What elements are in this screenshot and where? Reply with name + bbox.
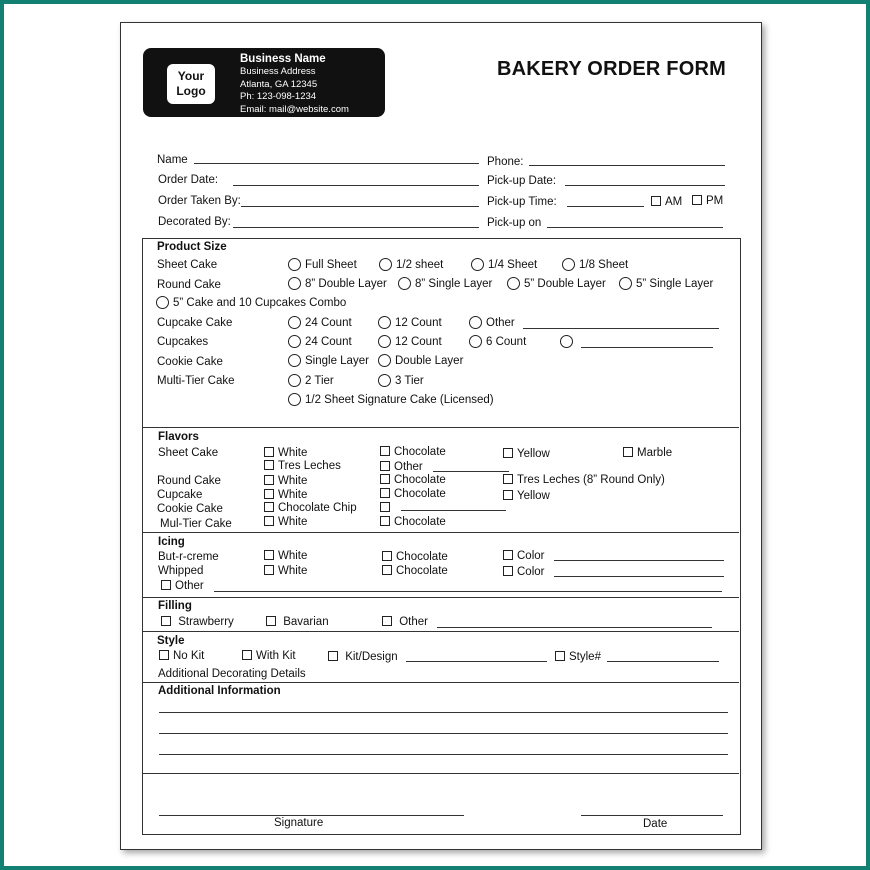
am-label: AM — [665, 196, 683, 208]
additional-decorating-label: Additional Decorating Details — [158, 668, 306, 680]
ic-wh-color[interactable] — [503, 566, 544, 578]
pickup-on-field[interactable] — [547, 227, 723, 228]
option-label: 1/4 Sheet — [488, 259, 538, 271]
business-city: Atlanta, GA 12345 — [240, 78, 318, 90]
checkbox[interactable] — [380, 446, 390, 456]
checkbox[interactable] — [380, 502, 390, 512]
option-label: 5” Single Layer — [636, 278, 714, 290]
option-8-single[interactable] — [398, 277, 492, 290]
option-label: Single Layer — [305, 355, 369, 367]
option-cu-24[interactable] — [288, 335, 352, 348]
ic-bc-chocolate[interactable] — [382, 551, 448, 563]
additional-info-line-3[interactable] — [159, 754, 728, 755]
option-label: 12 Count — [395, 317, 442, 329]
checkbox[interactable] — [623, 447, 633, 457]
cupcakes-label: Cupcakes — [157, 336, 209, 348]
option-label: White — [278, 489, 308, 501]
radio[interactable] — [471, 258, 484, 271]
checkbox[interactable] — [503, 550, 513, 560]
option-label: 5” Cake and 10 Cupcakes Combo — [173, 297, 347, 309]
pickup-on-label: Pick-up on — [487, 217, 542, 229]
fi-other-field[interactable] — [437, 627, 712, 628]
am-checkbox[interactable] — [651, 196, 661, 206]
business-phone: Ph: 123-098-1234 — [240, 91, 317, 102]
radio[interactable] — [379, 258, 392, 271]
option-label: Yellow — [517, 448, 550, 460]
option-label: Tres Leches — [278, 460, 341, 472]
fl-rc-chocolate[interactable] — [380, 474, 446, 486]
option-label: White — [278, 565, 308, 577]
checkbox[interactable] — [382, 616, 392, 626]
pm-option[interactable] — [692, 195, 723, 207]
radio[interactable] — [619, 277, 632, 290]
option-half-sheet[interactable] — [379, 258, 443, 271]
option-label: White — [278, 475, 308, 487]
st-kit-design[interactable] — [328, 651, 398, 663]
option-label: White — [278, 516, 308, 528]
option-label: Yellow — [517, 490, 550, 502]
option-label: 1/8 Sheet — [579, 259, 629, 271]
divider-icing — [142, 532, 739, 533]
icing-heading: Icing — [158, 536, 185, 548]
checkbox[interactable] — [382, 551, 392, 561]
additional-info-line-1[interactable] — [159, 712, 728, 713]
option-full-sheet[interactable] — [288, 258, 357, 271]
fl-cu-yellow[interactable] — [503, 490, 550, 502]
checkbox[interactable] — [264, 502, 274, 512]
checkbox[interactable] — [503, 474, 513, 484]
option-label: Chocolate — [396, 565, 448, 577]
checkbox[interactable] — [161, 616, 171, 626]
logo-line-2: Logo — [176, 84, 206, 98]
radio[interactable] — [469, 316, 482, 329]
option-label: Color — [517, 550, 545, 562]
option-label: With Kit — [256, 650, 296, 662]
checkbox[interactable] — [266, 616, 276, 626]
order-taken-by-field[interactable] — [241, 206, 479, 207]
fl-sc-other-field[interactable] — [433, 471, 509, 472]
checkbox[interactable] — [503, 566, 513, 576]
option-label: 1/2 Sheet Signature Cake (Licensed) — [305, 394, 494, 406]
checkbox[interactable] — [380, 516, 390, 526]
option-label: White — [278, 447, 308, 459]
cookie-cake-label: Cookie Cake — [157, 356, 223, 368]
option-label: Chocolate — [394, 488, 446, 500]
cc-other-field[interactable] — [523, 328, 719, 329]
st-style-num-field[interactable] — [607, 661, 719, 662]
ic-wh-color-field[interactable] — [554, 576, 724, 577]
fi-bavarian[interactable] — [266, 616, 329, 628]
option-cc-24[interactable] — [288, 316, 352, 329]
name-field[interactable] — [194, 163, 479, 164]
pm-label: PM — [706, 195, 724, 207]
checkbox[interactable] — [264, 565, 274, 575]
fl-ck-choc-chip[interactable] — [264, 502, 357, 514]
radio[interactable] — [288, 374, 301, 387]
option-label: Chocolate — [394, 446, 446, 458]
st-style-num[interactable] — [555, 651, 601, 663]
checkbox[interactable] — [380, 488, 390, 498]
checkbox[interactable] — [328, 651, 338, 661]
checkbox[interactable] — [264, 475, 274, 485]
order-taken-by-label: Order Taken By: — [158, 195, 241, 207]
option-label: White — [278, 550, 308, 562]
radio[interactable] — [378, 316, 391, 329]
radio[interactable] — [507, 277, 520, 290]
radio[interactable] — [378, 335, 391, 348]
checkbox[interactable] — [382, 565, 392, 575]
option-label: Other — [399, 616, 428, 628]
option-label: Chocolate — [394, 474, 446, 486]
decorated-by-label: Decorated By: — [158, 216, 231, 228]
option-label: 8” Double Layer — [305, 278, 387, 290]
divider-filling — [142, 597, 739, 598]
date-field[interactable] — [581, 815, 723, 816]
option-label: No Kit — [173, 650, 205, 662]
multi-tier-label: Multi-Tier Cake — [157, 375, 235, 387]
option-cc-12[interactable] — [378, 316, 442, 329]
fi-other[interactable] — [382, 616, 428, 628]
radio[interactable] — [288, 393, 301, 406]
radio[interactable] — [398, 277, 411, 290]
checkbox[interactable] — [503, 448, 513, 458]
option-label: 24 Count — [305, 336, 352, 348]
butrcreme-label: But-r-creme — [158, 551, 219, 563]
fl-sc-marble[interactable] — [623, 447, 672, 459]
option-label: 1/2 sheet — [396, 259, 444, 271]
option-combo[interactable] — [156, 296, 346, 309]
option-label: Chocolate — [394, 516, 446, 528]
option-label: Double Layer — [395, 355, 464, 367]
pickup-date-label: Pick-up Date: — [487, 175, 557, 187]
divider-style — [142, 631, 739, 632]
ic-bc-color[interactable] — [503, 550, 544, 562]
cupcake-cake-label: Cupcake Cake — [157, 317, 233, 329]
option-label: Chocolate — [396, 551, 448, 563]
checkbox[interactable] — [264, 460, 274, 470]
fl-cu-chocolate[interactable] — [380, 488, 446, 500]
checkbox[interactable] — [161, 580, 171, 590]
checkbox[interactable] — [503, 490, 513, 500]
radio[interactable] — [288, 277, 301, 290]
round-cake-label: Round Cake — [157, 279, 221, 291]
option-quarter-sheet[interactable] — [471, 258, 537, 271]
checkbox[interactable] — [242, 650, 252, 660]
option-5-single[interactable] — [619, 277, 713, 290]
radio[interactable] — [562, 258, 575, 271]
am-option[interactable] — [651, 196, 682, 208]
option-label: 3 Tier — [395, 375, 424, 387]
radio[interactable] — [288, 258, 301, 271]
checkbox[interactable] — [380, 474, 390, 484]
fl-cu-white[interactable] — [264, 489, 307, 501]
fl-sc-chocolate[interactable] — [380, 446, 446, 458]
pm-checkbox[interactable] — [692, 195, 702, 205]
fl-sc-other[interactable] — [380, 461, 423, 473]
option-label: Chocolate Chip — [278, 502, 357, 514]
logo-placeholder — [167, 64, 215, 104]
signature-label: Signature — [274, 817, 324, 829]
cu-other-field[interactable] — [581, 347, 713, 348]
option-cu-blank[interactable] — [560, 335, 577, 348]
divider-signature — [142, 773, 739, 774]
fl-cupcake-label: Cupcake — [157, 489, 203, 501]
radio[interactable] — [469, 335, 482, 348]
business-name: Business Name — [240, 53, 326, 65]
fl-ck-other-field[interactable] — [401, 510, 506, 511]
option-label: Other — [486, 317, 515, 329]
option-eighth-sheet[interactable] — [562, 258, 628, 271]
option-label: Marble — [637, 447, 673, 459]
option-mt-2[interactable] — [288, 374, 334, 387]
ic-wh-white[interactable] — [264, 565, 307, 577]
fl-rc-tres[interactable] — [503, 474, 665, 486]
radio[interactable] — [288, 335, 301, 348]
ic-bc-white[interactable] — [264, 550, 307, 562]
option-label: Other — [175, 580, 204, 592]
signature-field[interactable] — [159, 815, 464, 816]
checkbox[interactable] — [159, 650, 169, 660]
option-label: Full Sheet — [305, 259, 357, 271]
checkbox[interactable] — [380, 461, 390, 471]
fl-sheet-cake-label: Sheet Cake — [158, 447, 219, 459]
option-label: Tres Leches (8” Round Only) — [517, 474, 665, 486]
st-no-kit[interactable] — [159, 650, 204, 662]
flavors-heading: Flavors — [158, 431, 199, 443]
option-label: Color — [517, 566, 545, 578]
phone-label: Phone: — [487, 156, 524, 168]
radio[interactable] — [378, 374, 391, 387]
order-date-field[interactable] — [233, 185, 479, 186]
option-8-double[interactable] — [288, 277, 387, 290]
option-label: Other — [394, 461, 423, 473]
date-label: Date — [643, 818, 668, 830]
checkbox[interactable] — [264, 516, 274, 526]
whipped-label: Whipped — [158, 565, 204, 577]
ic-bc-color-field[interactable] — [554, 560, 724, 561]
business-header — [143, 48, 385, 117]
logo-line-1: Your — [177, 69, 205, 83]
option-label: 8” Single Layer — [415, 278, 493, 290]
option-ck-double[interactable] — [378, 354, 463, 367]
st-with-kit[interactable] — [242, 650, 296, 662]
business-info — [240, 52, 349, 116]
fl-round-cake-label: Round Cake — [157, 475, 221, 487]
option-label: Kit/Design — [345, 651, 398, 663]
option-5-double[interactable] — [507, 277, 606, 290]
option-label: 12 Count — [395, 336, 442, 348]
fl-rc-white[interactable] — [264, 475, 307, 487]
checkbox[interactable] — [555, 651, 565, 661]
additional-info-heading: Additional Information — [158, 685, 281, 697]
option-label: Strawberry — [178, 616, 234, 628]
phone-field[interactable] — [529, 165, 725, 166]
option-cc-other[interactable] — [469, 316, 515, 329]
radio[interactable] — [288, 316, 301, 329]
fl-multi-tier-label: Mul-Tier Cake — [160, 518, 232, 530]
option-cu-12[interactable] — [378, 335, 442, 348]
ic-wh-chocolate[interactable] — [382, 565, 448, 577]
order-form-page — [120, 22, 762, 850]
option-label: Bavarian — [283, 616, 329, 628]
fl-mt-chocolate[interactable] — [380, 516, 446, 528]
checkbox[interactable] — [264, 550, 274, 560]
option-mt-3[interactable] — [378, 374, 424, 387]
ic-other-field[interactable] — [214, 591, 722, 592]
fi-strawberry[interactable] — [161, 616, 234, 628]
filling-heading: Filling — [158, 600, 192, 612]
radio[interactable] — [156, 296, 169, 309]
pickup-time-label: Pick-up Time: — [487, 196, 557, 208]
business-email: Email: mail@website.com — [240, 103, 349, 115]
option-label: Style# — [569, 651, 601, 663]
option-cu-6[interactable] — [469, 335, 526, 348]
product-size-heading: Product Size — [157, 241, 227, 253]
st-kit-design-field[interactable] — [406, 661, 547, 662]
option-label: 2 Tier — [305, 375, 334, 387]
fl-cookie-cake-label: Cookie Cake — [157, 503, 223, 515]
fl-sc-white[interactable] — [264, 447, 307, 459]
sheet-cake-label: Sheet Cake — [157, 259, 218, 271]
option-label: 6 Count — [486, 336, 527, 348]
option-label: 24 Count — [305, 317, 352, 329]
option-label: 5” Double Layer — [524, 278, 606, 290]
style-heading: Style — [157, 635, 185, 647]
ic-other[interactable] — [161, 580, 204, 592]
fl-mt-white[interactable] — [264, 516, 307, 528]
fl-ck-other[interactable] — [380, 502, 394, 514]
additional-info-line-2[interactable] — [159, 733, 728, 734]
checkbox[interactable] — [264, 447, 274, 457]
order-date-label: Order Date: — [158, 174, 219, 186]
option-ck-single[interactable] — [288, 354, 369, 367]
radio[interactable] — [378, 354, 391, 367]
checkbox[interactable] — [264, 489, 274, 499]
fl-sc-yellow[interactable] — [503, 448, 550, 460]
option-signature[interactable] — [288, 393, 494, 406]
decorated-by-field[interactable] — [233, 227, 479, 228]
form-title: BAKERY ORDER FORM — [497, 58, 726, 80]
pickup-date-field[interactable] — [565, 185, 725, 186]
divider-additional — [142, 682, 739, 683]
divider-flavors — [142, 427, 739, 428]
fl-sc-tres[interactable] — [264, 460, 341, 472]
radio[interactable] — [560, 335, 573, 348]
pickup-time-field[interactable] — [567, 206, 644, 207]
business-address: Business Address — [240, 66, 316, 77]
name-label: Name — [157, 154, 188, 166]
radio[interactable] — [288, 354, 301, 367]
